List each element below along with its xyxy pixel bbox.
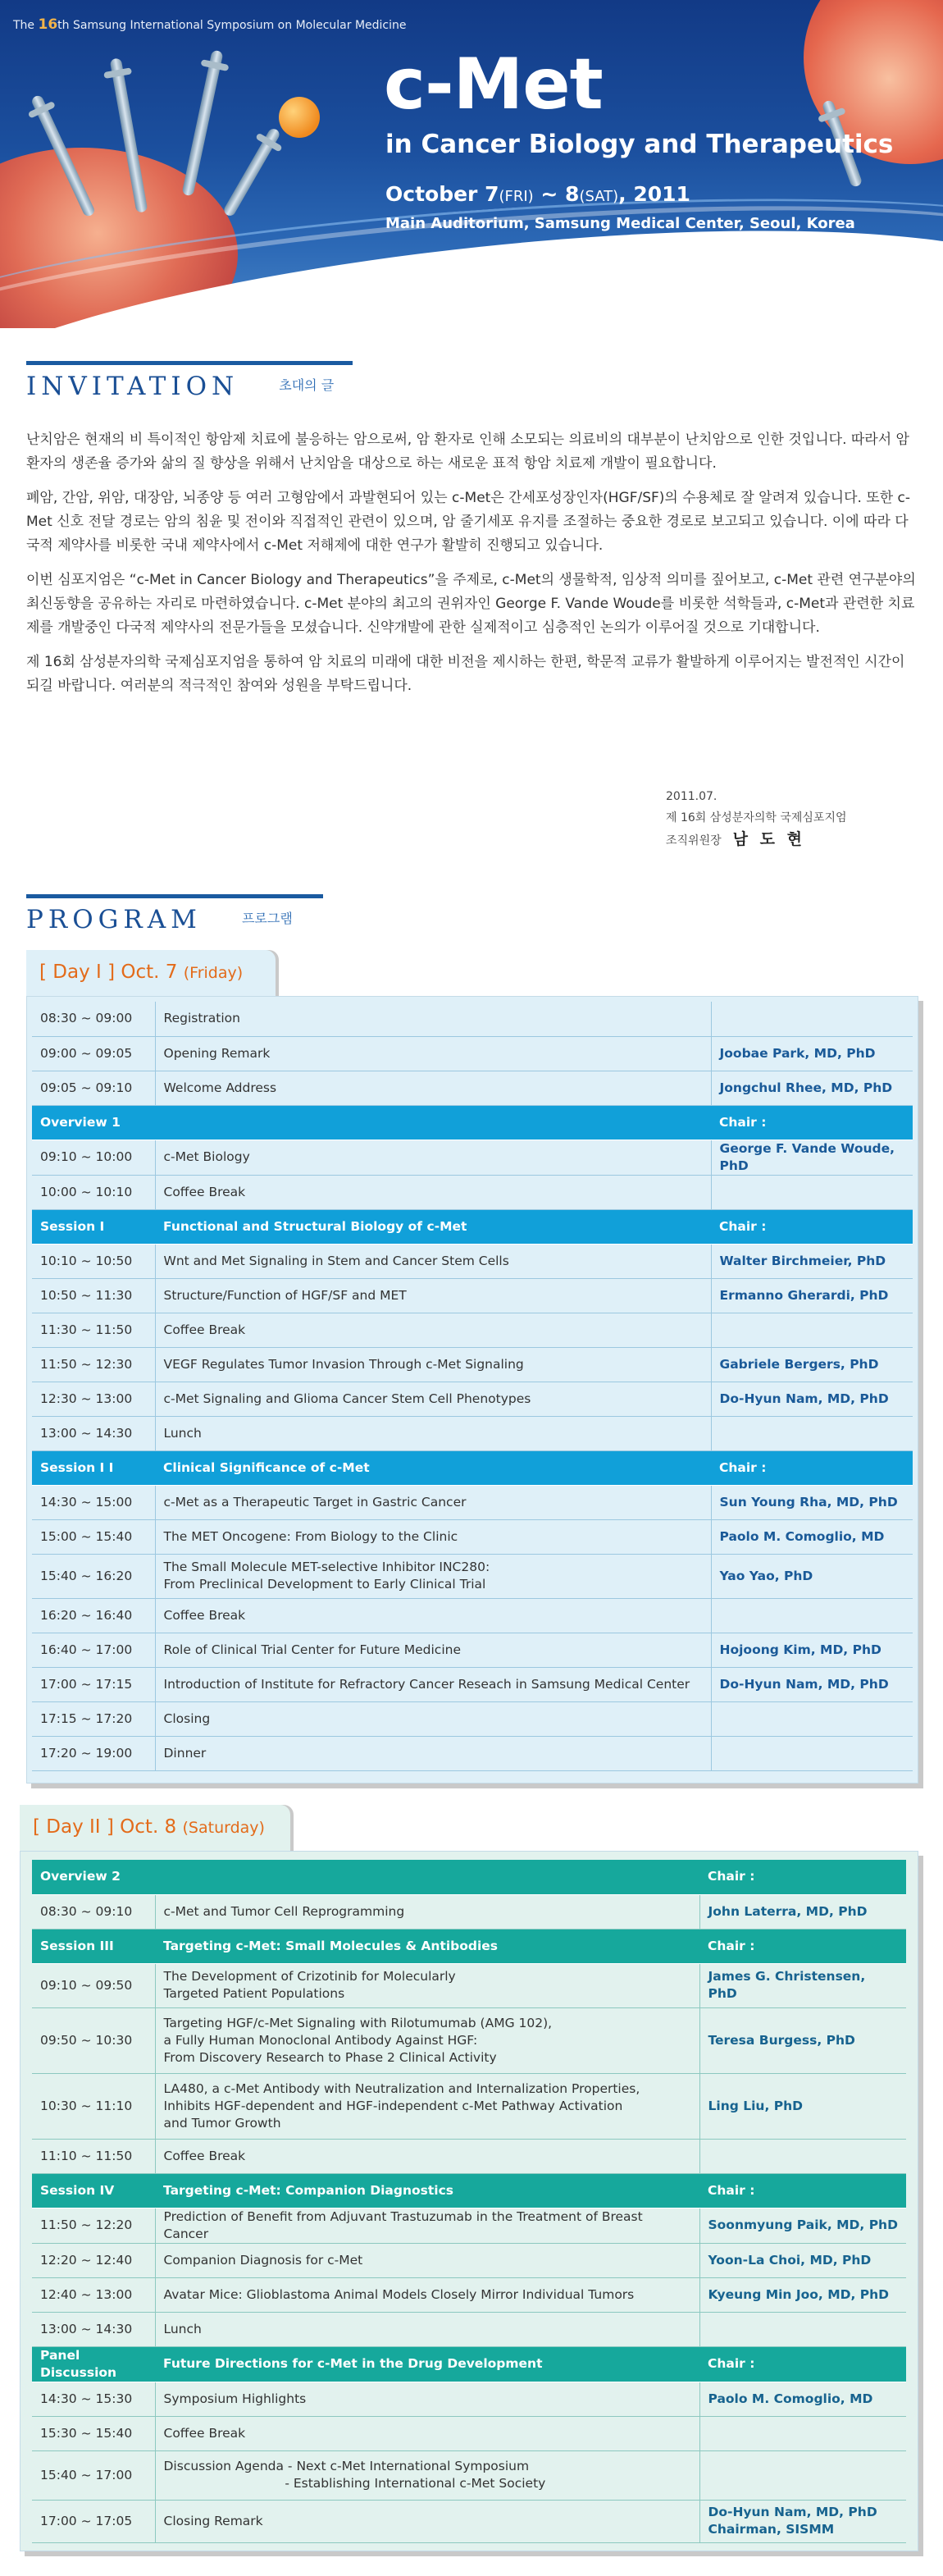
speaker-cell xyxy=(711,1416,913,1450)
program-row xyxy=(32,1416,913,1450)
invitation-heading xyxy=(26,361,353,401)
program-row xyxy=(32,1244,913,1278)
speaker-cell: Do-Hyun Nam, MD, PhD xyxy=(711,1382,913,1416)
signature-name: 남 도 현 xyxy=(732,830,805,848)
speaker-cell: Teresa Burgess, PhD xyxy=(699,2007,906,2073)
title-cell: Avatar Mice: Glioblastoma Animal Models Closely Mirror Individual Tumors xyxy=(155,2277,699,2312)
program-row xyxy=(32,2073,906,2139)
title-cell: Lunch xyxy=(155,2312,699,2346)
speaker-cell xyxy=(699,2312,906,2346)
date-start-day: (FRI) xyxy=(499,188,534,205)
session-header-row xyxy=(32,2346,906,2382)
time-cell: 08:30 ~ 09:10 xyxy=(32,1894,155,1929)
speaker-cell: Chair : xyxy=(711,1209,913,1244)
session-header-row xyxy=(32,2173,906,2208)
invitation-body xyxy=(26,428,920,709)
symposium-prefix: The xyxy=(13,19,35,32)
speaker-cell: Soonmyung Paik, MD, PhD xyxy=(699,2208,906,2243)
title-cell: Dinner xyxy=(155,1736,711,1770)
program-row xyxy=(32,2208,906,2243)
time-cell: 11:50 ~ 12:20 xyxy=(32,2208,155,2243)
day1-weekday: (Friday) xyxy=(183,964,244,982)
time-cell: Session III xyxy=(32,1929,155,1963)
time-cell: 12:40 ~ 13:00 xyxy=(32,2277,155,2312)
speaker-cell: Hojoong Kim, MD, PhD xyxy=(711,1633,913,1667)
program-row xyxy=(32,1071,913,1105)
time-cell: 10:30 ~ 11:10 xyxy=(32,2073,155,2139)
time-cell: 11:10 ~ 11:50 xyxy=(32,2139,155,2173)
day2-program-table xyxy=(20,1851,918,2551)
speaker-cell: Yoon-La Choi, MD, PhD xyxy=(699,2243,906,2277)
title-cell: Future Directions for c-Met in the Drug Development xyxy=(155,2346,699,2382)
time-cell: 15:00 ~ 15:40 xyxy=(32,1519,155,1554)
time-cell: 17:00 ~ 17:15 xyxy=(32,1667,155,1701)
program-row xyxy=(32,1347,913,1382)
title-cell: Prediction of Benefit from Adjuvant Trastuzumab in the Treatment of Breast Cancer xyxy=(155,2208,699,2243)
program-row xyxy=(32,1002,913,1036)
program-row xyxy=(32,1485,913,1519)
program-row xyxy=(32,1313,913,1347)
title-cell: c-Met as a Therapeutic Target in Gastric Cancer xyxy=(155,1485,711,1519)
date-end: ~ 8 xyxy=(533,182,580,206)
date-start: October 7 xyxy=(385,182,499,206)
speaker-cell: Paolo M. Comoglio, MD xyxy=(699,2382,906,2416)
speaker-cell: John Laterra, MD, PhD xyxy=(699,1894,906,1929)
program-row xyxy=(32,1894,906,1929)
program-row xyxy=(32,2243,906,2277)
invitation-heading-ko: 초대의 글 xyxy=(279,377,335,393)
day1-program-table xyxy=(26,996,918,1784)
symposium-ordinal: 16 xyxy=(38,16,58,33)
page-title: c-Met xyxy=(384,43,603,126)
day2-tab xyxy=(20,1805,290,1852)
date-year: , 2011 xyxy=(618,182,690,206)
title-cell: c-Met and Tumor Cell Reprogramming xyxy=(155,1894,699,1929)
day2-title: [ Day II ] Oct. 8 xyxy=(33,1816,177,1838)
title-cell: The MET Oncogene: From Biology to the Clinic xyxy=(155,1519,711,1554)
time-cell: 16:40 ~ 17:00 xyxy=(32,1633,155,1667)
header-banner xyxy=(0,0,943,328)
title-cell: Introduction of Institute for Refractory Cancer Reseach in Samsung Medical Center xyxy=(155,1667,711,1701)
time-cell: 15:30 ~ 15:40 xyxy=(32,2416,155,2450)
time-cell: 17:00 ~ 17:05 xyxy=(32,2500,155,2542)
invitation-paragraph: 난치암은 현재의 비 특이적인 항암제 치료에 불응하는 암으로써, 암 환자로 인해 소모되는 의료비의 대부분이 난치암으로 인한 것입니다. 따라서 암환자의 생존율 증가와 삶의 질 향상을 위해서 난치암을 대상으로 하는 새로운 표적 항암 치료제 개발이 필요합니다. xyxy=(26,432,909,472)
symposium-name: th Samsung International Symposium on Molecular Medicine xyxy=(57,19,407,32)
program-heading xyxy=(26,894,323,934)
title-cell: The Development of Crizotinib for Molecularly Targeted Patient Populations xyxy=(155,1963,699,2007)
title-cell: Closing Remark xyxy=(155,2500,699,2542)
time-cell: 09:10 ~ 10:00 xyxy=(32,1140,155,1175)
speaker-cell xyxy=(699,2450,906,2500)
speaker-cell: George F. Vande Woude, PhD xyxy=(711,1140,913,1175)
title-cell: Functional and Structural Biology of c-Met xyxy=(155,1209,711,1244)
program-row xyxy=(32,1278,913,1313)
title-cell: c-Met Biology xyxy=(155,1140,711,1175)
session-header-row xyxy=(32,1105,913,1140)
time-cell: 15:40 ~ 17:00 xyxy=(32,2450,155,2500)
title-cell: Role of Clinical Trial Center for Future Medicine xyxy=(155,1633,711,1667)
program-row xyxy=(32,2450,906,2500)
speaker-cell: Do-Hyun Nam, MD, PhD xyxy=(711,1667,913,1701)
event-date xyxy=(385,182,690,206)
speaker-cell: Chair : xyxy=(711,1105,913,1140)
program-row xyxy=(32,1667,913,1701)
speaker-cell: James G. Christensen, PhD xyxy=(699,1963,906,2007)
speaker-cell xyxy=(711,1736,913,1770)
program-row xyxy=(32,1140,913,1175)
time-cell: Overview 2 xyxy=(32,1860,155,1894)
time-cell: Session I I xyxy=(32,1450,155,1485)
speaker-cell: Sun Young Rha, MD, PhD xyxy=(711,1485,913,1519)
title-cell: Closing xyxy=(155,1701,711,1736)
speaker-cell: Do-Hyun Nam, MD, PhD Chairman, SISMM xyxy=(699,2500,906,2542)
time-cell: 13:00 ~ 14:30 xyxy=(32,1416,155,1450)
day1-title: [ Day I ] Oct. 7 xyxy=(39,961,178,983)
heading-bar xyxy=(26,894,323,898)
signature-date: 2011.07. xyxy=(666,790,718,803)
session-header-row xyxy=(32,1209,913,1244)
time-cell: 10:10 ~ 10:50 xyxy=(32,1244,155,1278)
time-cell: 09:10 ~ 09:50 xyxy=(32,1963,155,2007)
session-header-row xyxy=(32,1450,913,1485)
session-header-row xyxy=(32,1860,906,1894)
title-cell: Structure/Function of HGF/SF and MET xyxy=(155,1278,711,1313)
time-cell: Session I xyxy=(32,1209,155,1244)
program-heading-ko: 프로그램 xyxy=(241,911,293,926)
program-row xyxy=(32,1701,913,1736)
speaker-cell: Chair : xyxy=(711,1450,913,1485)
speaker-cell: Walter Birchmeier, PhD xyxy=(711,1244,913,1278)
title-cell: Targeting c-Met: Small Molecules & Antibodies xyxy=(155,1929,699,1963)
title-cell xyxy=(155,1860,699,1894)
time-cell: 09:00 ~ 09:05 xyxy=(32,1036,155,1071)
day1-tab xyxy=(26,950,276,998)
invitation-heading-en: INVITATION xyxy=(26,372,239,401)
speaker-cell: Chair : xyxy=(699,2346,906,2382)
title-cell xyxy=(155,1105,711,1140)
time-cell: Overview 1 xyxy=(32,1105,155,1140)
program-row xyxy=(32,2007,906,2073)
title-cell: Coffee Break xyxy=(155,2139,699,2173)
time-cell: 11:50 ~ 12:30 xyxy=(32,1347,155,1382)
program-row xyxy=(32,2500,906,2542)
program-row xyxy=(32,2312,906,2346)
day1-label xyxy=(39,961,243,983)
page-subtitle: in Cancer Biology and Therapeutics xyxy=(385,130,894,159)
ligand-illustration xyxy=(279,97,320,138)
time-cell: 12:20 ~ 12:40 xyxy=(32,2243,155,2277)
program-heading-en: PROGRAM xyxy=(26,905,202,934)
day2-label xyxy=(33,1816,265,1838)
speaker-cell: Joobae Park, MD, PhD xyxy=(711,1036,913,1071)
title-cell: Coffee Break xyxy=(155,1598,711,1633)
speaker-cell: Chair : xyxy=(699,1860,906,1894)
event-venue: Main Auditorium, Samsung Medical Center, Seoul, Korea xyxy=(385,215,855,232)
speaker-cell: Ermanno Gherardi, PhD xyxy=(711,1278,913,1313)
invitation-paragraph: 폐암, 간암, 위암, 대장암, 뇌종양 등 여러 고형암에서 과발현되어 있는 c-Met은 간세포성장인자(HGF/SF)의 수용체로 잘 알려져 있습니다. 또한 c-Met 신호 전달 경로는 암의 침윤 및 전이와 직접적인 관련이 있으며, 암 줄기세포 유지를 조절하는 중요한 경로로 보고되고 있습니다. 이에 따라 다국적 제약사를 비롯한 국내 제약사에서 c-Met 저해제에 대한 연구가 활발히 진행되고 있습니다. xyxy=(26,490,911,554)
time-cell: Session IV xyxy=(32,2173,155,2208)
title-cell: Symposium Highlights xyxy=(155,2382,699,2416)
title-cell: Wnt and Met Signaling in Stem and Cancer Stem Cells xyxy=(155,1244,711,1278)
program-row xyxy=(32,1036,913,1071)
invitation-paragraph: 이번 심포지엄은 “c-Met in Cancer Biology and Therapeutics”을 주제로, c-Met의 생물학적, 임상적 의미를 짚어보고, c-Met 관련 연구분야의 최신동향을 공유하는 자리로 마련하였습니다. c-Met 분야의 최고의 권위자인 George F. Vande Woude를 비롯한 석학들과, c-Met과 관련한 치료제를 개발중인 다국적 제약사의 전문가들을 모셨습니다. 신약개발에 관한 실제적이고 심층적인 논의가 이루어질 것으로 기대합니다. xyxy=(26,572,916,636)
title-cell: LA480, a c-Met Antibody with Neutralization and Internalization Properties, Inhibits HGF-dependent and HGF-independent c-Met Pathway Activation and Tumor Growth xyxy=(155,2073,699,2139)
speaker-cell: Chair : xyxy=(699,2173,906,2208)
invitation-paragraph: 제 16회 삼성분자의학 국제심포지엄을 통하여 암 치료의 미래에 대한 비전을 제시하는 한편, 학문적 교류가 활발하게 이루어지는 발전적인 시간이 되길 바랍니다. 여러분의 적극적인 참여와 성원을 부탁드립니다. xyxy=(26,654,905,694)
program-row xyxy=(32,2277,906,2312)
time-cell: 14:30 ~ 15:00 xyxy=(32,1485,155,1519)
session-header-row xyxy=(32,1929,906,1963)
program-row xyxy=(32,2416,906,2450)
speaker-cell: Chair : xyxy=(699,1929,906,1963)
symposium-line xyxy=(13,16,407,33)
speaker-cell xyxy=(699,2416,906,2450)
speaker-cell: Kyeung Min Joo, MD, PhD xyxy=(699,2277,906,2312)
title-cell: Discussion Agenda - Next c-Met International Symposium - Establishing International c-Met Society xyxy=(155,2450,699,2500)
title-cell: Clinical Significance of c-Met xyxy=(155,1450,711,1485)
time-cell: 16:20 ~ 16:40 xyxy=(32,1598,155,1633)
speaker-cell xyxy=(711,1002,913,1036)
signature-title: 조직위원장 xyxy=(666,834,722,847)
day1-table xyxy=(32,1002,913,1771)
title-cell: Coffee Break xyxy=(155,1175,711,1209)
time-cell: 09:50 ~ 10:30 xyxy=(32,2007,155,2073)
time-cell: 10:00 ~ 10:10 xyxy=(32,1175,155,1209)
title-cell: Coffee Break xyxy=(155,1313,711,1347)
speaker-cell xyxy=(711,1701,913,1736)
time-cell: 17:15 ~ 17:20 xyxy=(32,1701,155,1736)
title-cell: Targeting HGF/c-Met Signaling with Rilotumumab (AMG 102), a Fully Human Monoclonal Antibody Against HGF: From Discovery Research to Phase 2 Clinical Activity xyxy=(155,2007,699,2073)
receptor-illustration xyxy=(181,50,223,197)
program-row xyxy=(32,1175,913,1209)
speaker-cell: Jongchul Rhee, MD, PhD xyxy=(711,1071,913,1105)
title-cell: Registration xyxy=(155,1002,711,1036)
title-cell: The Small Molecule MET-selective Inhibitor INC280: From Preclinical Development to Early Clinical Trial xyxy=(155,1554,711,1598)
title-cell: Companion Diagnosis for c-Met xyxy=(155,2243,699,2277)
program-row xyxy=(32,1519,913,1554)
time-cell: 12:30 ~ 13:00 xyxy=(32,1382,155,1416)
signature-line xyxy=(666,829,847,852)
program-row xyxy=(32,1598,913,1633)
signature-organization: 제 16회 삼성분자의학 국제심포지엄 xyxy=(666,811,847,824)
program-row xyxy=(32,1554,913,1598)
speaker-cell: Gabriele Bergers, PhD xyxy=(711,1347,913,1382)
time-cell: 13:00 ~ 14:30 xyxy=(32,2312,155,2346)
time-cell: 10:50 ~ 11:30 xyxy=(32,1278,155,1313)
title-cell: Lunch xyxy=(155,1416,711,1450)
speaker-cell xyxy=(711,1598,913,1633)
time-cell: 08:30 ~ 09:00 xyxy=(32,1002,155,1036)
time-cell: 11:30 ~ 11:50 xyxy=(32,1313,155,1347)
program-row xyxy=(32,2382,906,2416)
title-cell: Targeting c-Met: Companion Diagnostics xyxy=(155,2173,699,2208)
speaker-cell xyxy=(711,1175,913,1209)
title-cell: Opening Remark xyxy=(155,1036,711,1071)
title-cell: Welcome Address xyxy=(155,1071,711,1105)
time-cell: 09:05 ~ 09:10 xyxy=(32,1071,155,1105)
program-row xyxy=(32,1382,913,1416)
program-row xyxy=(32,2139,906,2173)
title-cell: c-Met Signaling and Glioma Cancer Stem Cell Phenotypes xyxy=(155,1382,711,1416)
day2-weekday: (Saturday) xyxy=(182,1819,265,1837)
speaker-cell: Paolo M. Comoglio, MD xyxy=(711,1519,913,1554)
time-cell: Panel Discussion xyxy=(32,2346,155,2382)
speaker-cell xyxy=(699,2139,906,2173)
title-cell: VEGF Regulates Tumor Invasion Through c-Met Signaling xyxy=(155,1347,711,1382)
speaker-cell: Ling Liu, PhD xyxy=(699,2073,906,2139)
signature-block xyxy=(666,786,847,852)
date-end-day: (SAT) xyxy=(579,188,619,205)
receptor-illustration xyxy=(222,127,281,218)
day2-table xyxy=(32,1860,906,2543)
speaker-cell xyxy=(711,1313,913,1347)
time-cell: 14:30 ~ 15:30 xyxy=(32,2382,155,2416)
program-row xyxy=(32,1736,913,1770)
program-row xyxy=(32,1633,913,1667)
title-cell: Coffee Break xyxy=(155,2416,699,2450)
heading-bar xyxy=(26,361,353,365)
program-row xyxy=(32,1963,906,2007)
time-cell: 17:20 ~ 19:00 xyxy=(32,1736,155,1770)
speaker-cell: Yao Yao, PhD xyxy=(711,1554,913,1598)
time-cell: 15:40 ~ 16:20 xyxy=(32,1554,155,1598)
